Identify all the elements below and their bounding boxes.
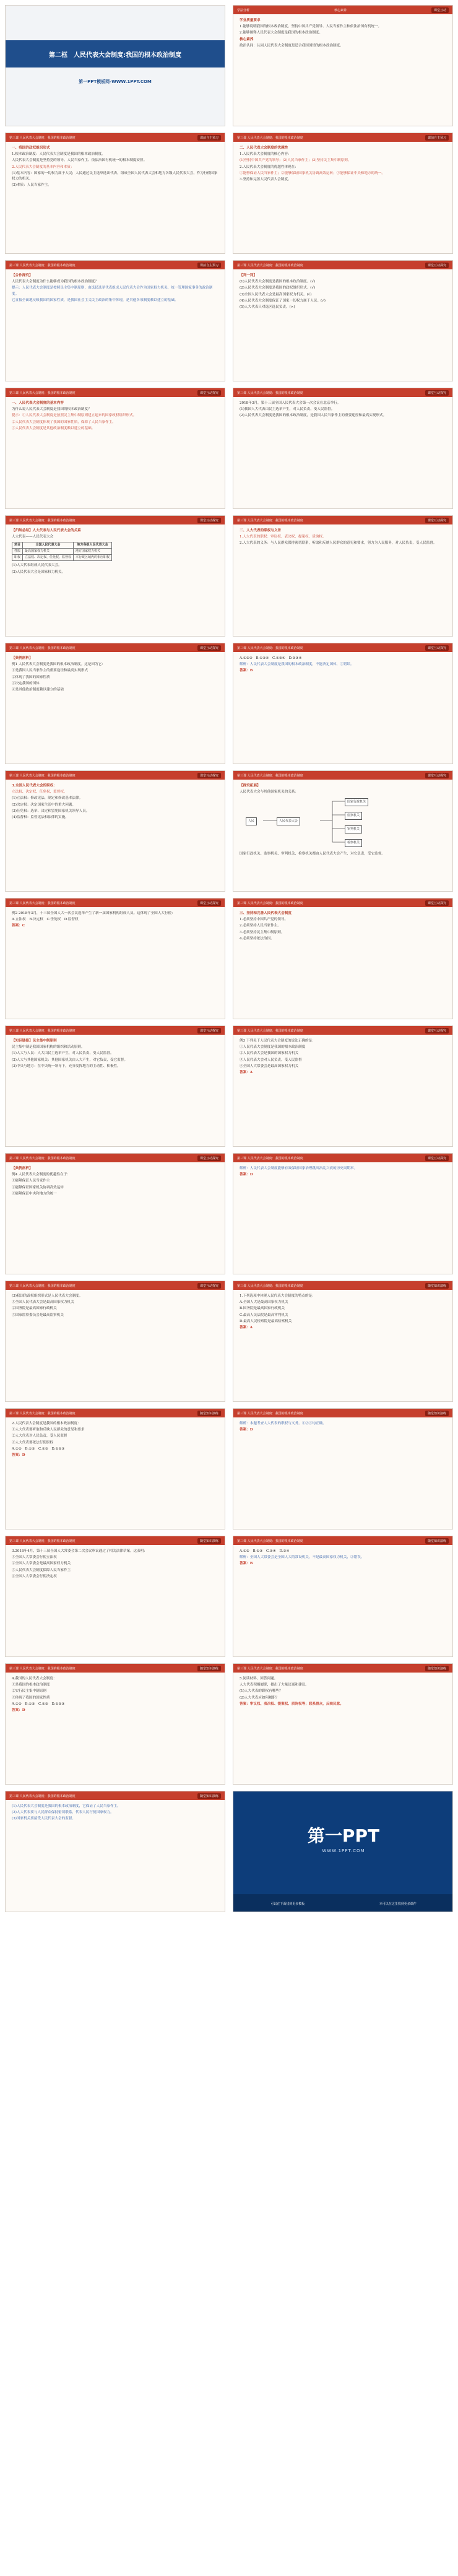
text-line: ①全国人民代表大会是最高国家权力机关 [12, 1300, 74, 1305]
text-line: (3)全国人民代表大会是最高国家权力机关。(√) [240, 292, 312, 297]
text-line: ②实行民主集中制原则 [12, 1689, 46, 1694]
text-line: 3.全国人民代表大会的职权： [12, 784, 57, 788]
table-cell: 地方国家权力机关 [74, 549, 112, 555]
slide-body [6, 1162, 225, 1201]
slide-body [233, 1545, 452, 1572]
text-line: 人大代表——人民代表大会 [12, 535, 54, 539]
slide-header-tag: 课堂互动探究 [425, 1028, 449, 1033]
text-line: 【知识链接】民主集中制原则 [12, 1039, 57, 1043]
slide-header [6, 1026, 225, 1035]
slide-header-tag: 课堂互动探究 [425, 1155, 449, 1161]
slide-header-title: 第三课 人民代表大会制度：我国的根本政治制度 [237, 263, 303, 268]
text-line: ①人民代表大会制度是我国的根本政治制度 [240, 1045, 306, 1050]
text-line: 【典例剖析】 [12, 656, 33, 660]
slide-7 [5, 388, 225, 509]
slide-header-title: 第三课 人民代表大会制度：我国的根本政治制度 [9, 1794, 76, 1798]
slide-body [6, 907, 225, 934]
text-line: 三、坚持和完善人民代表大会制度 [240, 912, 292, 915]
slide-header [233, 516, 452, 524]
slide-body [233, 1673, 452, 1712]
slide-body [233, 780, 452, 862]
text-line: ①是我国的根本政治制度 [12, 1683, 50, 1687]
slide-header-tag: 随堂知识演练 [197, 1666, 221, 1671]
text-line: (1)人民代表大会制度是我国的根本政治制度，它保证了人民当家作主。 [12, 1804, 121, 1808]
text-line: ①是我国人民当家作主的重要途径和最高实现形式 [12, 669, 89, 673]
slide-8 [233, 388, 453, 509]
text-line: 例1 人民代表大会制度是我国的根本政治制度。这是因为它： [12, 663, 105, 667]
slide-body [233, 269, 452, 315]
text-line: B.国务院是最高国家行政机关 [240, 1307, 285, 1311]
text-line: ①人大代表要听取和反映人民群众的意见和要求 [12, 1428, 85, 1432]
slide-header [233, 643, 452, 652]
text-line: 一、我国的政权组织形式 [12, 146, 50, 150]
text-line: (1)基本内容：国家的一切权力属于人民；人民通过民主选举选出代表，组成全国人民代表大会和地方各级人民代表大会，作为行使国家权力的机关。 [12, 171, 218, 181]
text-line: (4)监督权：监督宪法和法律的实施。 [12, 816, 69, 820]
diagram-connectors [240, 796, 450, 851]
answer-line: 答案：D [240, 1173, 253, 1177]
slide-header-title: 第三课 人民代表大会制度：我国的根本政治制度 [9, 646, 76, 650]
text-line: (1)坚持中国共产党的领导；(2)人民当家作主；(3)坚持民主集中制原则。 [240, 159, 352, 163]
slide-header-tag: 随堂知识演练 [425, 1538, 449, 1544]
text-line: (1)人大代表的职权有哪些？ [240, 1689, 283, 1694]
slide-body [6, 1417, 225, 1463]
text-line: 政治认同：认同人民代表大会制度是适合我国国情的根本政治制度。 [240, 43, 344, 48]
slide-header-tag: 课堂互动探究 [197, 645, 221, 651]
text-line: 人民代表大会制度为什么能够成为我国的根本政治制度？ [12, 280, 98, 284]
text-line: ③决定我国的国体 [12, 681, 40, 685]
slide-header-tag: 课堂互动探究 [197, 900, 221, 906]
text-line: (2)决定权：决定国家生活中的重大问题。 [12, 803, 76, 807]
text-line: 1.必须坚持中国共产党的领导。 [240, 918, 288, 922]
slide-23 [5, 1408, 225, 1530]
slide-header [233, 1409, 452, 1417]
slide-header [6, 899, 225, 907]
slide-header-title: 第三课 人民代表大会制度：我国的根本政治制度 [237, 1411, 303, 1416]
text-line: 例2 2018年3月，十三届全国人大一次会议选举产生了新一届国家机构组成人员。这体现了全国人大行使： [12, 912, 175, 915]
diagram-node-procuratorial: 检察机关 [345, 839, 362, 847]
text-line: (2)本质：人民当家作主。 [12, 183, 51, 188]
text-line: A.全国人大是最高国家权力机关 [240, 1300, 288, 1305]
slide-header-tag: 课前自主预习 [197, 135, 221, 141]
slide-header-tag: 随堂知识演练 [197, 1793, 221, 1799]
cover-subtitle: 第一PPT模板网-WWW.1PPT.COM [79, 79, 152, 84]
table-header-row [12, 542, 112, 549]
table-cell: 立法权、决定权、任免权、监督权 [23, 555, 74, 561]
slide-5 [5, 260, 225, 381]
cover-title-band [6, 40, 225, 67]
text-line: 例3 下列关于人民代表大会制度的说法正确的是： [240, 1039, 316, 1043]
slide-body [233, 652, 452, 679]
slide-header-title: 第三课 人民代表大会制度：我国的根本政治制度 [237, 518, 303, 523]
table-header: 地方各级人民代表大会 [74, 542, 112, 549]
slide-header-title: 第三课 人民代表大会制度：我国的根本政治制度 [237, 901, 303, 905]
text-line: 3.必须坚持民主集中制原则。 [240, 930, 285, 934]
text-line: (5)人大代表只对选区选民负责。(×) [240, 305, 295, 310]
text-line: A.立法权 B.决定权 C.任免权 D.监督权 [12, 918, 79, 922]
slide-header-tag: 随堂知识演练 [425, 1666, 449, 1671]
text-line: ③人民代表大会制度保障人民当家作主 [12, 1568, 71, 1572]
slide-header [6, 261, 225, 269]
slide-logo [233, 1791, 453, 1912]
slide-header-tag: 随堂知识演练 [197, 1538, 221, 1544]
slide-body [6, 1290, 225, 1323]
text-line: (1)立法权：修改宪法、制定和修改基本法律。 [12, 796, 83, 801]
text-line: ④全国人大常委会是最高国家权力机关 [240, 1064, 299, 1068]
text-line: 核心素养 [240, 37, 254, 41]
text-line: ④是其他政治制度赖以建立的基础 [12, 688, 64, 692]
slide-body [6, 269, 225, 308]
slide-29 [5, 1791, 225, 1912]
slide-body [6, 780, 225, 825]
slide-27 [5, 1663, 225, 1785]
text-line: 1.能够说明我国的根本政治制度，坚持中国共产党领导、人民当家作主和依法治国有机统一。 [240, 25, 382, 29]
slide-10 [233, 515, 453, 637]
slide-header [233, 261, 452, 269]
slide-body [233, 1035, 452, 1080]
cover-title: 第二框 人民代表大会制度:我国的根本政治制度 [49, 51, 181, 59]
slide-header-title: 第三课 人民代表大会制度：我国的根本政治制度 [237, 1029, 303, 1033]
answer-line: 答案：D [12, 1453, 25, 1458]
slide-12 [233, 643, 453, 764]
text-line: A.①② B.①③ C.②③ D.①②③ [12, 1447, 65, 1451]
slide-header [233, 1281, 452, 1290]
slide-body [233, 1290, 452, 1335]
slide-header-title: 第三课 人民代表大会制度：我国的根本政治制度 [237, 391, 303, 395]
text-line: D.最高人民检察院是最高检察机关 [240, 1319, 292, 1323]
text-line: 二、人民代表大会制度的优越性 [240, 146, 288, 150]
text-line: 立法权、决定权、任免权、监督权。 [12, 790, 67, 794]
text-line: ②体现了我国的国家性质 [12, 675, 50, 679]
slide-header-tag: 课堂互动探究 [425, 645, 449, 651]
slide-header [233, 899, 452, 907]
slide-header [6, 388, 225, 397]
text-line: 民主集中制是我国国家机构的组织和活动原则。 [12, 1045, 85, 1050]
text-line: A.①② B.①③ C.②④ D.③④ [240, 1549, 290, 1553]
slide-header-tag: 课前自主预习 [425, 135, 449, 141]
slide-3 [5, 133, 225, 254]
text-line: 4.必须坚持依法治国。 [240, 936, 274, 941]
text-line: 人民代表大会制度是坚持党的领导、人民当家作主、依法治国有机统一的根本制度安排。 [12, 159, 147, 163]
slide-header [233, 1664, 452, 1673]
text-line: 1.根本政治制度：人民代表大会制度是我国的根本政治制度。 [12, 152, 105, 157]
text-line: 国家行政机关、监察机关、审判机关、检察机关都由人民代表大会产生，对它负责，受它监督。 [240, 852, 385, 856]
slide-header [233, 1536, 452, 1545]
text-line: 2.人大代表的义务：与人民群众保持密切联系，听取和反映人民群众的意见和要求，努力为人民服务，对人民负责，受人民监督。 [240, 541, 437, 546]
text-line: ③人大代表要依法行使职权 [12, 1440, 54, 1445]
footer-link-courseware[interactable]: 本可以在这里找到更多课件 [379, 1902, 417, 1906]
slide-header [233, 133, 452, 142]
text-line: (1)我国人大代表由民主选举产生，对人民负责，受人民监督。 [240, 407, 335, 412]
diagram-node-people: 人民 [246, 817, 257, 825]
slide-header-tag: 课堂互动探究 [197, 1283, 221, 1289]
text-line: (4)人民代表大会制度保证了国家一切权力属于人民。(√) [240, 298, 326, 303]
text-line: ②全国人大常委会是最高国家权力机关 [12, 1562, 71, 1566]
answer-line: 答案：A [240, 1326, 253, 1330]
text-line: 2.必须坚持人民当家作主。 [240, 924, 281, 928]
slide-header-title: 第三课 人民代表大会制度：我国的根本政治制度 [9, 1156, 76, 1160]
text-line: 例4 人民代表大会制度的优越性在于： [12, 1173, 71, 1177]
slide-header [233, 771, 452, 780]
text-line: 解析：人民代表大会制度能够有效保证国家治理跳出治乱兴衰的历史周期率。 [240, 1167, 358, 1170]
slide-body [6, 1673, 225, 1718]
table-cell: 本行政区域内的相应职权 [74, 555, 112, 561]
slide-header-tag: 课前自主预习 [197, 263, 221, 268]
text-line: 学业质量要求 [240, 19, 261, 22]
text-line: 二、人大代表的职权与义务 [240, 529, 282, 533]
slide-header [233, 1154, 452, 1162]
slide-header [6, 643, 225, 652]
text-line: (2)人大代表要与人民群众保持密切联系，代表人民行使国家权力。 [12, 1811, 114, 1815]
text-line: 人大代表积极履职，提出了大量议案和建议。 [240, 1683, 309, 1687]
slide-15 [5, 898, 225, 1019]
slide-header-title: 第三课 人民代表大会制度：我国的根本政治制度 [237, 773, 303, 778]
table-cell: 最高国家权力机关 [23, 549, 74, 555]
text-line: ③人民代表大会制度是其他政治制度赖以建立的基础。 [12, 426, 95, 430]
text-line: 解析：全国人大常委会是全国人大的常设机关，不是最高国家权力机关，②错误。 [240, 1556, 365, 1560]
text-line: 2018年3月，第十三届全国人民代表大会第一次会议在北京举行。 [240, 401, 341, 405]
answer-line: 答案：A [240, 1071, 253, 1075]
text-line: 5.阅读材料，回答问题。 [240, 1677, 278, 1681]
text-line: 1.人大代表的职权：审议权、表决权、提案权、质询权。 [240, 535, 326, 539]
table-row [12, 555, 112, 561]
slide-body [6, 652, 225, 697]
slide-header-tag: 课堂互动探究 [197, 1028, 221, 1033]
text-line: (3)国家机关要接受人民代表大会的监督。 [12, 1817, 76, 1821]
text-line: ①全国人大常委会行使立法权 [12, 1556, 57, 1560]
slide-header-title: 第三课 人民代表大会制度：我国的根本政治制度 [9, 1411, 76, 1416]
slide-header-title: 第三课 人民代表大会制度：我国的根本政治制度 [9, 136, 76, 140]
slide-18 [233, 1025, 453, 1147]
slide-header-tag: 随堂知识演练 [197, 1411, 221, 1416]
slide-header-title: 第三课 人民代表大会制度：我国的根本政治制度 [237, 1539, 303, 1543]
text-line: ①能够保证人民当家作主 [12, 1179, 50, 1183]
slide-body [233, 397, 452, 424]
slide-header [6, 1536, 225, 1545]
slide-9 [5, 515, 225, 637]
slide-header [233, 1026, 452, 1035]
slide-header-title: 第三课 人民代表大会制度：我国的根本政治制度 [9, 1284, 76, 1288]
slide-header [6, 133, 225, 142]
slide-header-title: 第三课 人民代表大会制度：我国的根本政治制度 [9, 263, 76, 268]
slide-16 [233, 898, 453, 1019]
text-line: C.最高人民法院是最高审判机关 [240, 1313, 288, 1317]
slide-header [6, 1281, 225, 1290]
slide-25 [5, 1536, 225, 1657]
text-line: 【探究拓展】 [240, 784, 261, 788]
slide-header-tag: 课堂互动探究 [197, 390, 221, 396]
slide-20 [233, 1153, 453, 1274]
slide-header-title: 第三课 人民代表大会制度：我国的根本政治制度 [237, 1666, 303, 1671]
text-line: 【典例剖析】 [12, 1167, 33, 1170]
diagram-node-judicial: 审判机关 [345, 825, 362, 833]
text-line: 为什么说人民代表大会制度是我国的根本政治制度？ [12, 407, 92, 412]
slide-header-title: 第三课 人民代表大会制度：我国的根本政治制度 [237, 136, 303, 140]
text-line: (2)人民代表大会是国家权力机关。 [12, 570, 66, 574]
slide-header-tag: 课堂互动探究 [425, 263, 449, 268]
slide-header-tag: 课堂互动探究 [425, 390, 449, 396]
answer-line: 答案：D [240, 1428, 253, 1432]
slide-header-tag: 课堂互动 [431, 7, 449, 13]
brand-footer [233, 1894, 453, 1912]
text-line: 2.人民代表大会制度是我国的根本政治制度： [12, 1422, 81, 1425]
slide-24 [233, 1408, 453, 1530]
slide-body [6, 524, 225, 580]
text-line: ④全国人大常委会行使决定权 [12, 1574, 57, 1578]
slide-header-title: 第三课 人民代表大会制度：我国的根本政治制度 [9, 901, 76, 905]
slide-body [6, 1800, 225, 1827]
slide-22 [233, 1281, 453, 1402]
text-line: 2.能够阐释人民代表大会制度是我国的根本政治制度。 [240, 31, 322, 35]
text-line: 提示：①人民代表大会制度是按照民主集中制原则建立起来的国家政权组织形式。 [12, 414, 137, 418]
text-line: ②国务院是最高国家行政机关 [12, 1307, 57, 1311]
slide-19 [5, 1153, 225, 1274]
brand-logo: 第一PPT [307, 1825, 380, 1846]
text-line: 解析：本题考查人大代表的职权与义务。①②③均正确。 [240, 1422, 326, 1425]
answer-line: 答案：B [240, 1562, 253, 1566]
text-line: ②人大代表对人民负责，受人民监督 [12, 1434, 67, 1438]
text-line: 解析：人民代表大会制度是我国的根本政治制度，不能决定国体，③错误。 [240, 663, 354, 667]
slide-body [233, 14, 452, 53]
text-line: ③体现了我国的国家性质 [12, 1695, 50, 1700]
slide-header-tag: 课堂互动探究 [425, 518, 449, 523]
slide-header-title: 第三课 人民代表大会制度：我国的根本政治制度 [9, 518, 76, 523]
slide-header-title: 第三课 人民代表大会制度：我国的根本政治制度 [9, 1029, 76, 1033]
slide-body [233, 1417, 452, 1437]
slide-header-title: 第三课 人民代表大会制度：我国的根本政治制度 [9, 773, 76, 778]
text-line: (1)人大代表组成人民代表大会。 [12, 564, 62, 568]
answer-line: 答案：审议权、表决权、提案权、质询权等；联系群众，反映民意。 [240, 1702, 344, 1706]
text-line: 一、人民代表大会制度的基本内容 [12, 401, 64, 405]
slide-6 [233, 260, 453, 381]
slide-header-title: 第三课 人民代表大会制度：我国的根本政治制度 [9, 1666, 76, 1671]
text-line: 【归纳总结】人大代表与人民代表大会的关系 [12, 529, 81, 533]
answer-line: 答案：B [240, 669, 253, 673]
slide-header-tag: 课堂互动探究 [197, 773, 221, 778]
slide-header-title: 学法分析 [237, 8, 250, 12]
text-line: 1.下列选项中体现人民代表大会制度的特点的是： [240, 1294, 316, 1298]
slide-header-title: 第三课 人民代表大会制度：我国的根本政治制度 [237, 1156, 303, 1160]
slide-header [6, 1791, 225, 1800]
slide-header-tag: 课堂互动探究 [197, 1155, 221, 1161]
slide-2 [233, 5, 453, 126]
text-line: (2)人大与其他国家机关：其他国家机关由人大产生，对它负责，受它监督。 [12, 1058, 127, 1062]
answer-line: 答案：D [12, 1708, 25, 1713]
organ-diagram [240, 796, 446, 851]
comparison-table [12, 542, 112, 561]
text-line: (2)人民代表大会制度是我国的根本政治制度，是我国人民当家作主的重要途径和最高实现形式。 [240, 414, 387, 418]
slide-11 [5, 643, 225, 764]
text-line: (3)我国的政权组织形式是人民代表大会制度。 [12, 1294, 83, 1298]
text-line: 4.我国的人民代表大会制度： [12, 1677, 57, 1681]
text-line: ②能够保证国家机关协调高效运转 [12, 1185, 64, 1190]
slide-header-title: 第三课 人民代表大会制度：我国的根本政治制度 [237, 646, 303, 650]
slide-header-tag: 随堂知识演练 [425, 1283, 449, 1289]
slide-header [6, 1154, 225, 1162]
diagram-node-admin: 国家行政机关 [345, 798, 368, 806]
text-line: ③人民代表大会对人民负责，受人民监督 [240, 1058, 302, 1062]
table-row [12, 549, 112, 555]
slide-14 [233, 770, 453, 892]
slide-header-title: 第三课 人民代表大会制度：我国的根本政治制度 [237, 1284, 303, 1288]
text-line: A.①②③ B.①②④ C.①③④ D.②③④ [240, 656, 302, 660]
text-line: A.①② B.①③ C.②③ D.①②③ [12, 1702, 65, 1706]
slide-21 [5, 1281, 225, 1402]
answer-line: 答案：C [12, 924, 25, 928]
text-line: 【合作探究】 [12, 274, 33, 277]
slide-13 [5, 770, 225, 892]
text-line: (2)人民代表大会制度是我国的政权组织形式。(√) [240, 286, 316, 290]
brand-panel [233, 1791, 453, 1912]
text-line: 它直接全面地反映我国的国家性质，是我国社会主义民主政治的集中体现，是其他各项制度赖以建立的基础。 [12, 298, 178, 302]
slide-header [6, 1409, 225, 1417]
text-line: ②人民代表大会是我国的国家权力机关 [240, 1051, 299, 1056]
text-line: (1)人大与人民：人大由民主选举产生，对人民负责，受人民监督。 [12, 1051, 114, 1056]
text-line: ②人民代表大会制度体现了我国的国家性质，保障了人民当家作主。 [12, 420, 116, 424]
slide-header-mid: 核心素养 [334, 8, 347, 12]
text-line: ①能够保证人民当家作主；②能够保证国家机关协调高效运转；③能够保证中央和地方的统一。 [240, 171, 385, 175]
slide-header-tag: 课堂互动探究 [425, 773, 449, 778]
text-line: (3)中央与地方：在中央统一领导下，充分发挥地方的主动性、积极性。 [12, 1064, 121, 1068]
slide-body [6, 397, 225, 436]
table-cell: 职权 [12, 555, 23, 561]
slide-header [6, 771, 225, 780]
text-line: (1)人民代表大会制度是我国的根本政治制度。(√) [240, 280, 316, 284]
slide-28 [233, 1663, 453, 1785]
slide-body [6, 142, 225, 193]
footer-link-templates[interactable]: 可以在下面找到更多模板 [270, 1902, 305, 1906]
slide-header-tag: 随堂知识演练 [425, 1411, 449, 1416]
slide-body [233, 524, 452, 551]
slide-header-title: 第三课 人民代表大会制度：我国的根本政治制度 [9, 1539, 76, 1543]
slide-header [233, 6, 452, 14]
table-header: 全国人民代表大会 [23, 542, 74, 549]
diagram-node-npc: 人民代表大会 [277, 817, 300, 825]
slide-body [233, 142, 452, 187]
text-line: (2)人大代表应如何履职？ [240, 1695, 279, 1700]
slide-body [233, 907, 452, 946]
text-line: 2.人民代表大会制度的优越性体现在： [240, 165, 298, 169]
slide-17 [5, 1025, 225, 1147]
slide-body [233, 1162, 452, 1182]
slide-header-tag: 课堂互动探究 [197, 518, 221, 523]
slide-header [6, 516, 225, 524]
slide-header-title: 第三课 人民代表大会制度：我国的根本政治制度 [9, 391, 76, 395]
text-line: 3.坚持和完善人民代表大会制度。 [240, 178, 292, 182]
text-line: 提示：人民代表大会制度是按照民主集中制原则，由选民选举代表组成人民代表大会作为国家权力机关，统一管理国家事务的政治制度。 [12, 286, 213, 296]
text-line: ③国家监察委员会是最高监察机关 [12, 1313, 64, 1317]
text-line: 人民代表大会与其他国家机关的关系： [240, 790, 299, 794]
table-header: 项目 [12, 542, 23, 549]
text-line: 2.人民代表大会制度的基本内容和本质： [12, 165, 74, 169]
brand-url: WWW.1PPT.COM [322, 1848, 365, 1853]
slide-header [6, 1664, 225, 1673]
text-line: 3.2018年4月，第十三届全国人大常委会第二次会议审议通过了相关法律草案。这表明： [12, 1549, 147, 1553]
diagram-node-supervision: 监察机关 [345, 812, 362, 820]
slide-body [6, 1035, 225, 1074]
slide-body [6, 1545, 225, 1584]
slide-cover [5, 5, 225, 126]
text-line: 【判一判】 [240, 274, 257, 277]
text-line: (3)任免权：选举、决定和罢免国家机关领导人员。 [12, 809, 90, 813]
slide-header-tag: 课堂互动探究 [425, 900, 449, 906]
slide-header [233, 388, 452, 397]
text-line: 1.人民代表大会制度的核心内容： [240, 152, 292, 157]
text-line: ③能够保证中央和地方的统一 [12, 1191, 57, 1196]
table-cell: 性质 [12, 549, 23, 555]
slide-26 [233, 1536, 453, 1657]
slide-4 [233, 133, 453, 254]
